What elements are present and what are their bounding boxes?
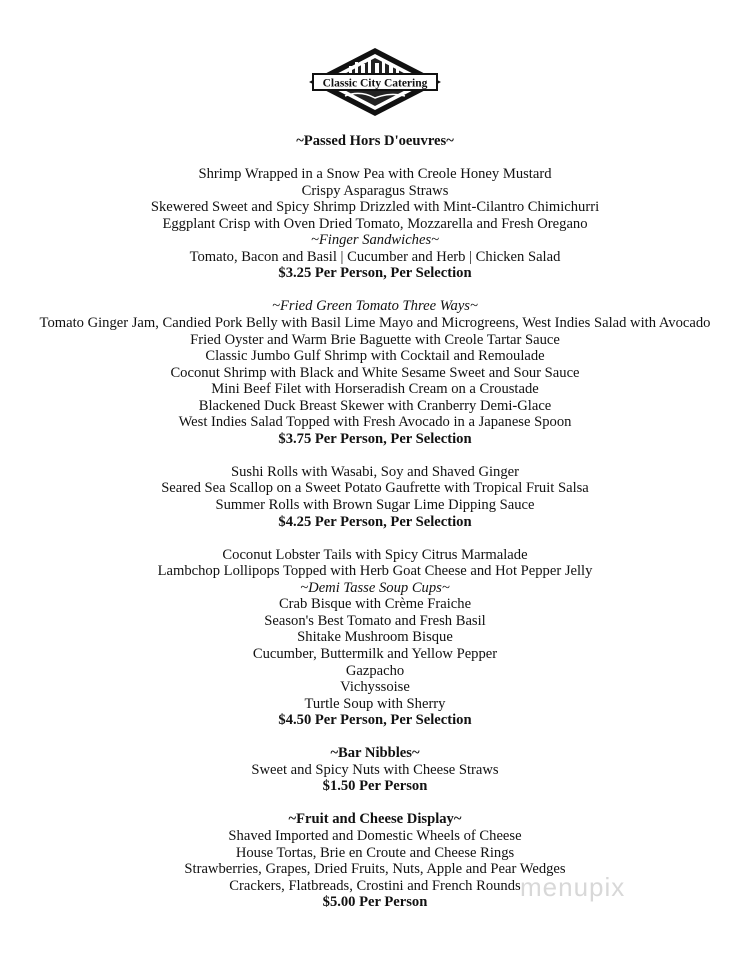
menu-item: Crab Bisque with Crème Fraiche [278,596,472,613]
spacer [0,447,750,464]
price-line: $4.25 Per Person, Per Selection [278,513,472,530]
price-line: $4.50 Per Person, Per Selection [278,712,472,729]
spacer [0,150,750,167]
menu-item: Cucumber, Buttermilk and Yellow Pepper [252,645,498,662]
menu-item: Mini Beef Filet with Horseradish Cream on a Croustade [211,381,539,398]
subsection-heading: ~Fried Green Tomato Three Ways~ [272,298,478,315]
menu-item: Shrimp Wrapped in a Snow Pea with Creole Honey Mustard [198,166,552,183]
menu-item: Season's Best Tomato and Fresh Basil [264,612,486,629]
subsection-heading: ~Demi Tasse Soup Cups~ [300,579,450,596]
menu-item: Turtle Soup with Sherry [304,695,446,712]
menu-item: Crackers, Flatbreads, Crostini and French Rounds [229,877,521,894]
price-line: $3.75 Per Person, Per Selection [278,430,472,447]
menu-item: Crispy Asparagus Straws [301,182,449,199]
menupix-watermark: menupix [520,872,626,902]
catering-menu [0,133,750,911]
spacer [0,795,750,812]
menu-item: Fried Oyster and Warm Brie Baguette with Creole Tartar Sauce [190,331,560,348]
menu-item: Sushi Rolls with Wasabi, Soy and Shaved Ginger [231,463,519,480]
menu-item: Eggplant Crisp with Oven Dried Tomato, Mozzarella and Fresh Oregano [162,215,588,232]
menu-item: Lambchop Lollipops Topped with Herb Goat Cheese and Hot Pepper Jelly [157,563,593,580]
menu-item: Seared Sea Scallop on a Sweet Potato Gaufrette with Tropical Fruit Salsa [161,480,589,497]
menu-item: Tomato Ginger Jam, Candied Pork Belly with Basil Lime Mayo and Microgreens, West Indies Salad with Avocado [39,315,711,332]
menu-item: West Indies Salad Topped with Fresh Avocado in a Japanese Spoon [178,414,572,431]
spacer [0,530,750,547]
menu-item: Vichyssoise [340,679,410,696]
menu-item: Gazpacho [345,662,405,679]
menu-item: Shitake Mushroom Bisque [297,629,453,646]
subsection-heading: ~Finger Sandwiches~ [310,232,440,249]
price-line: $3.25 Per Person, Per Selection [278,265,472,282]
spacer [0,729,750,746]
classic-city-catering-logo [305,46,445,118]
section-heading: ~Bar Nibbles~ [330,745,420,762]
menu-item: Coconut Shrimp with Black and White Sesame Sweet and Sour Sauce [170,364,580,381]
menu-item: Coconut Lobster Tails with Spicy Citrus Marmalade [222,546,528,563]
menu-item: Sweet and Spicy Nuts with Cheese Straws [251,761,499,778]
svg-text:Classic City Catering: Classic City Catering [322,77,428,90]
menu-item: House Tortas, Brie en Croute and Cheese Rings [235,844,515,861]
price-line: $5.00 Per Person [322,894,428,911]
price-line: $1.50 Per Person [322,778,428,795]
menu-item: Strawberries, Grapes, Dried Fruits, Nuts, Apple and Pear Wedges [184,861,566,878]
menu-item: Tomato, Bacon and Basil | Cucumber and Herb | Chicken Salad [189,248,561,265]
section-heading: ~Passed Hors D'oeuvres~ [296,133,454,149]
menu-item: Classic Jumbo Gulf Shrimp with Cocktail and Remoulade [205,348,545,365]
spacer [0,282,750,299]
menu-item: Skewered Sweet and Spicy Shrimp Drizzled with Mint-Cilantro Chimichurri [150,199,600,216]
menu-item: Shaved Imported and Domestic Wheels of Cheese [228,827,522,844]
menu-item: Summer Rolls with Brown Sugar Lime Dipping Sauce [215,497,535,514]
menu-item: Blackened Duck Breast Skewer with Cranberry Demi-Glace [198,397,552,414]
section-heading: ~Fruit and Cheese Display~ [288,811,462,828]
